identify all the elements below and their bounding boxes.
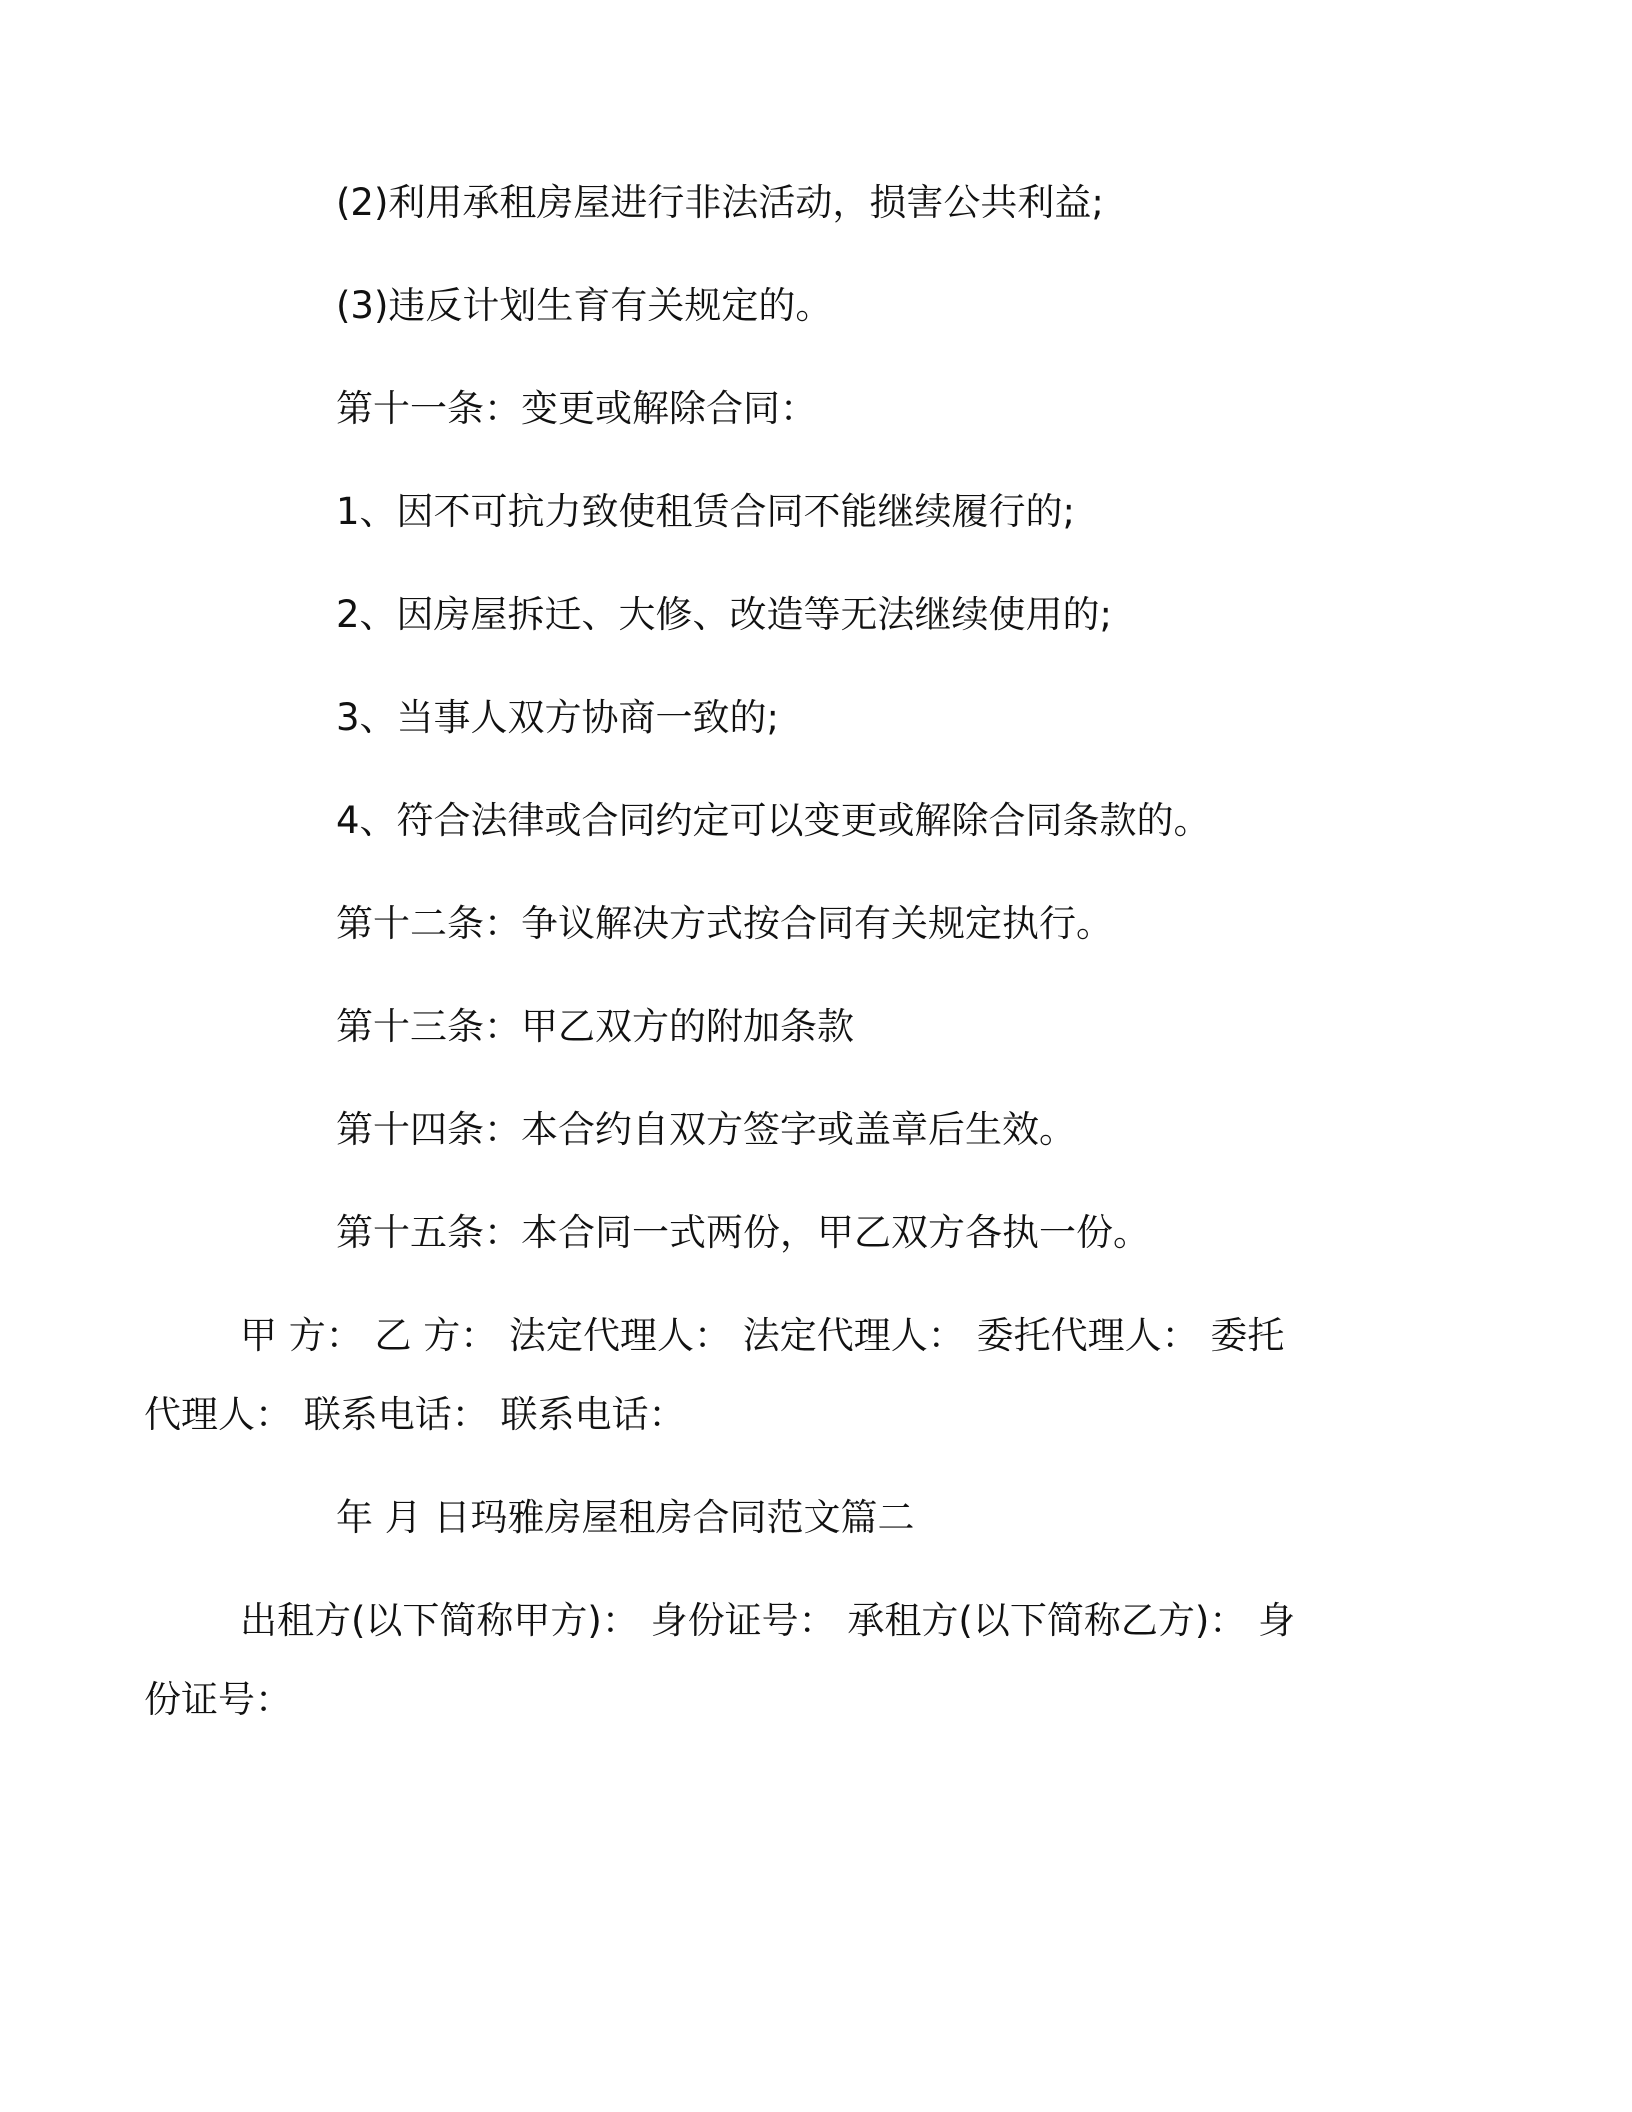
article-11-item-2: 2、因房屋拆迁、大修、改造等无法继续使用的; bbox=[336, 593, 1113, 636]
article-14: 第十四条：本合约自双方签字或盖章后生效。 bbox=[336, 1108, 1076, 1151]
article-15: 第十五条：本合同一式两份，甲乙双方各执一份。 bbox=[336, 1211, 1150, 1254]
clause-item-3: (3)违反计划生育有关规定的。 bbox=[336, 284, 833, 327]
signature-line-2: 代理人： 联系电话： 联系电话： bbox=[144, 1393, 686, 1436]
parties-line-2: 份证号： bbox=[144, 1678, 292, 1721]
signature-block bbox=[144, 1296, 1392, 1454]
signature-line-1: 甲 方： 乙 方： 法定代理人： 法定代理人： 委托代理人： 委托 bbox=[240, 1314, 1285, 1357]
article-11-item-3: 3、当事人双方协商一致的; bbox=[336, 696, 780, 739]
date-title-line: 年 月 日玛雅房屋租房合同范文篇二 bbox=[336, 1496, 915, 1539]
article-13: 第十三条：甲乙双方的附加条款 bbox=[336, 1005, 854, 1048]
clause-item-2: (2)利用承租房屋进行非法活动，损害公共利益; bbox=[336, 181, 1104, 224]
document-body bbox=[144, 181, 1392, 1782]
parties-block bbox=[144, 1581, 1392, 1739]
article-12: 第十二条：争议解决方式按合同有关规定执行。 bbox=[336, 902, 1113, 945]
article-11-item-1: 1、因不可抗力致使租赁合同不能继续履行的; bbox=[336, 490, 1076, 533]
parties-line-1: 出租方(以下简称甲方)： 身份证号： 承租方(以下简称乙方)： 身 bbox=[240, 1599, 1296, 1642]
article-11-item-4: 4、符合法律或合同约定可以变更或解除合同条款的。 bbox=[336, 799, 1211, 842]
article-11-heading: 第十一条：变更或解除合同： bbox=[336, 387, 817, 430]
